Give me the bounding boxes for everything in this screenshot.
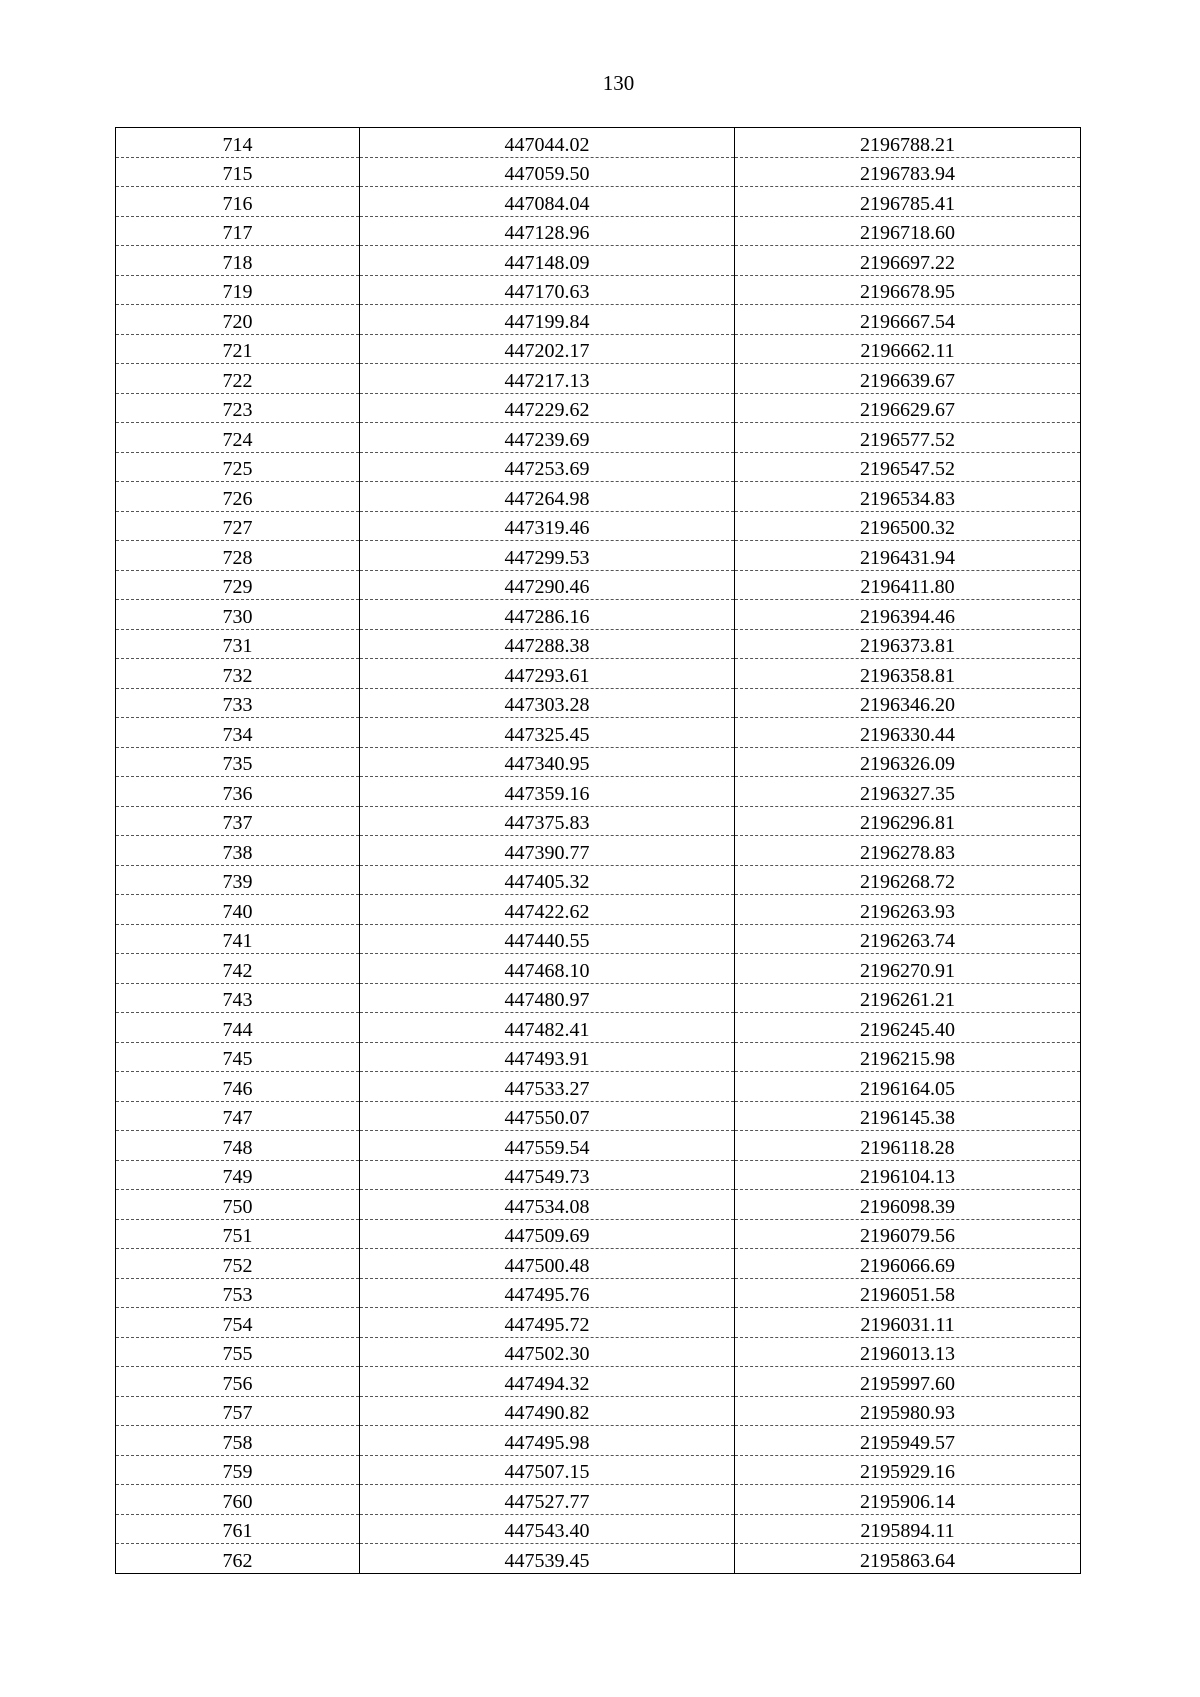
y-coordinate-cell: 2196164.05: [735, 1072, 1081, 1102]
point-number-cell: 762: [116, 1544, 360, 1574]
y-coordinate-cell: 2195894.11: [735, 1514, 1081, 1544]
table-row: [116, 1337, 1081, 1367]
point-number-cell: 726: [116, 482, 360, 512]
y-coordinate-cell: 2196330.44: [735, 718, 1081, 748]
table-row: [116, 954, 1081, 984]
page-number: 130: [602, 71, 635, 95]
coordinates-table: [115, 127, 1081, 1574]
point-number-cell: 750: [116, 1190, 360, 1220]
point-number-cell: 731: [116, 629, 360, 659]
y-coordinate-cell: 2196547.52: [735, 452, 1081, 482]
x-coordinate-cell: 447288.38: [360, 629, 735, 659]
point-number-cell: 719: [116, 275, 360, 305]
y-coordinate-cell: 2196431.94: [735, 541, 1081, 571]
x-coordinate-cell: 447299.53: [360, 541, 735, 571]
y-coordinate-cell: 2196500.32: [735, 511, 1081, 541]
point-number-cell: 735: [116, 747, 360, 777]
table-row: [116, 1131, 1081, 1161]
x-coordinate-cell: 447375.83: [360, 806, 735, 836]
y-coordinate-cell: 2195929.16: [735, 1455, 1081, 1485]
table-row: [116, 1013, 1081, 1043]
y-coordinate-cell: 2195980.93: [735, 1396, 1081, 1426]
y-coordinate-cell: 2196577.52: [735, 423, 1081, 453]
x-coordinate-cell: 447539.45: [360, 1544, 735, 1574]
point-number-cell: 749: [116, 1160, 360, 1190]
point-number-cell: 716: [116, 187, 360, 217]
y-coordinate-cell: 2196245.40: [735, 1013, 1081, 1043]
x-coordinate-cell: 447482.41: [360, 1013, 735, 1043]
y-coordinate-cell: 2196629.67: [735, 393, 1081, 423]
table-row: [116, 777, 1081, 807]
y-coordinate-cell: 2196104.13: [735, 1160, 1081, 1190]
table-row: [116, 452, 1081, 482]
table-row: [116, 423, 1081, 453]
x-coordinate-cell: 447059.50: [360, 157, 735, 187]
point-number-cell: 729: [116, 570, 360, 600]
x-coordinate-cell: 447527.77: [360, 1485, 735, 1515]
x-coordinate-cell: 447148.09: [360, 246, 735, 276]
table-row: [116, 1072, 1081, 1102]
table-row: [116, 187, 1081, 217]
y-coordinate-cell: 2196678.95: [735, 275, 1081, 305]
x-coordinate-cell: 447550.07: [360, 1101, 735, 1131]
table-row: [116, 246, 1081, 276]
x-coordinate-cell: 447286.16: [360, 600, 735, 630]
y-coordinate-cell: 2196639.67: [735, 364, 1081, 394]
point-number-cell: 718: [116, 246, 360, 276]
point-number-cell: 761: [116, 1514, 360, 1544]
y-coordinate-cell: 2196662.11: [735, 334, 1081, 364]
table-row: [116, 1278, 1081, 1308]
table-row: [116, 1042, 1081, 1072]
table-row: [116, 747, 1081, 777]
table-row: [116, 600, 1081, 630]
table-row: [116, 1160, 1081, 1190]
x-coordinate-cell: 447084.04: [360, 187, 735, 217]
table-row: [116, 1396, 1081, 1426]
point-number-cell: 754: [116, 1308, 360, 1338]
y-coordinate-cell: 2196066.69: [735, 1249, 1081, 1279]
x-coordinate-cell: 447359.16: [360, 777, 735, 807]
x-coordinate-cell: 447390.77: [360, 836, 735, 866]
point-number-cell: 732: [116, 659, 360, 689]
y-coordinate-cell: 2195906.14: [735, 1485, 1081, 1515]
y-coordinate-cell: 2196667.54: [735, 305, 1081, 335]
x-coordinate-cell: 447253.69: [360, 452, 735, 482]
table-row: [116, 305, 1081, 335]
y-coordinate-cell: 2196358.81: [735, 659, 1081, 689]
point-number-cell: 753: [116, 1278, 360, 1308]
y-coordinate-cell: 2196263.93: [735, 895, 1081, 925]
table-row: [116, 1514, 1081, 1544]
y-coordinate-cell: 2195863.64: [735, 1544, 1081, 1574]
table-row: [116, 659, 1081, 689]
table-row: [116, 482, 1081, 512]
x-coordinate-cell: 447340.95: [360, 747, 735, 777]
table-row: [116, 865, 1081, 895]
table-row: [116, 1455, 1081, 1485]
y-coordinate-cell: 2196215.98: [735, 1042, 1081, 1072]
table-row: [116, 157, 1081, 187]
table-row: [116, 1426, 1081, 1456]
y-coordinate-cell: 2196079.56: [735, 1219, 1081, 1249]
point-number-cell: 734: [116, 718, 360, 748]
table-row: [116, 1367, 1081, 1397]
point-number-cell: 741: [116, 924, 360, 954]
point-number-cell: 744: [116, 1013, 360, 1043]
x-coordinate-cell: 447170.63: [360, 275, 735, 305]
point-number-cell: 745: [116, 1042, 360, 1072]
x-coordinate-cell: 447495.72: [360, 1308, 735, 1338]
point-number-cell: 723: [116, 393, 360, 423]
x-coordinate-cell: 447264.98: [360, 482, 735, 512]
y-coordinate-cell: 2196270.91: [735, 954, 1081, 984]
x-coordinate-cell: 447319.46: [360, 511, 735, 541]
table-row: [116, 1544, 1081, 1574]
y-coordinate-cell: 2196394.46: [735, 600, 1081, 630]
x-coordinate-cell: 447422.62: [360, 895, 735, 925]
x-coordinate-cell: 447500.48: [360, 1249, 735, 1279]
point-number-cell: 742: [116, 954, 360, 984]
coordinates-table-body: [116, 128, 1081, 1574]
x-coordinate-cell: 447509.69: [360, 1219, 735, 1249]
point-number-cell: 728: [116, 541, 360, 571]
table-row: [116, 806, 1081, 836]
point-number-cell: 715: [116, 157, 360, 187]
y-coordinate-cell: 2196697.22: [735, 246, 1081, 276]
table-row: [116, 895, 1081, 925]
x-coordinate-cell: 447480.97: [360, 983, 735, 1013]
x-coordinate-cell: 447543.40: [360, 1514, 735, 1544]
y-coordinate-cell: 2196278.83: [735, 836, 1081, 866]
table-row: [116, 836, 1081, 866]
point-number-cell: 737: [116, 806, 360, 836]
x-coordinate-cell: 447199.84: [360, 305, 735, 335]
point-number-cell: 758: [116, 1426, 360, 1456]
point-number-cell: 722: [116, 364, 360, 394]
x-coordinate-cell: 447239.69: [360, 423, 735, 453]
x-coordinate-cell: 447303.28: [360, 688, 735, 718]
table-row: [116, 393, 1081, 423]
point-number-cell: 751: [116, 1219, 360, 1249]
y-coordinate-cell: 2196373.81: [735, 629, 1081, 659]
table-row: [116, 983, 1081, 1013]
x-coordinate-cell: 447490.82: [360, 1396, 735, 1426]
table-row: [116, 334, 1081, 364]
y-coordinate-cell: 2196118.28: [735, 1131, 1081, 1161]
point-number-cell: 756: [116, 1367, 360, 1397]
x-coordinate-cell: 447290.46: [360, 570, 735, 600]
x-coordinate-cell: 447533.27: [360, 1072, 735, 1102]
y-coordinate-cell: 2196296.81: [735, 806, 1081, 836]
y-coordinate-cell: 2196534.83: [735, 482, 1081, 512]
point-number-cell: 727: [116, 511, 360, 541]
x-coordinate-cell: 447495.76: [360, 1278, 735, 1308]
table-row: [116, 570, 1081, 600]
x-coordinate-cell: 447440.55: [360, 924, 735, 954]
table-row: [116, 216, 1081, 246]
x-coordinate-cell: 447044.02: [360, 128, 735, 158]
y-coordinate-cell: 2196268.72: [735, 865, 1081, 895]
point-number-cell: 730: [116, 600, 360, 630]
point-number-cell: 736: [116, 777, 360, 807]
y-coordinate-cell: 2196718.60: [735, 216, 1081, 246]
point-number-cell: 733: [116, 688, 360, 718]
table-row: [116, 364, 1081, 394]
y-coordinate-cell: 2196013.13: [735, 1337, 1081, 1367]
y-coordinate-cell: 2196326.09: [735, 747, 1081, 777]
y-coordinate-cell: 2196098.39: [735, 1190, 1081, 1220]
x-coordinate-cell: 447229.62: [360, 393, 735, 423]
point-number-cell: 721: [116, 334, 360, 364]
point-number-cell: 740: [116, 895, 360, 925]
point-number-cell: 748: [116, 1131, 360, 1161]
table-row: [116, 1485, 1081, 1515]
table-row: [116, 1190, 1081, 1220]
y-coordinate-cell: 2196261.21: [735, 983, 1081, 1013]
y-coordinate-cell: 2196788.21: [735, 128, 1081, 158]
y-coordinate-cell: 2196051.58: [735, 1278, 1081, 1308]
point-number-cell: 755: [116, 1337, 360, 1367]
x-coordinate-cell: 447128.96: [360, 216, 735, 246]
x-coordinate-cell: 447559.54: [360, 1131, 735, 1161]
point-number-cell: 759: [116, 1455, 360, 1485]
y-coordinate-cell: 2196785.41: [735, 187, 1081, 217]
point-number-cell: 739: [116, 865, 360, 895]
x-coordinate-cell: 447493.91: [360, 1042, 735, 1072]
x-coordinate-cell: 447502.30: [360, 1337, 735, 1367]
y-coordinate-cell: 2195997.60: [735, 1367, 1081, 1397]
point-number-cell: 717: [116, 216, 360, 246]
point-number-cell: 714: [116, 128, 360, 158]
y-coordinate-cell: 2195949.57: [735, 1426, 1081, 1456]
x-coordinate-cell: 447405.32: [360, 865, 735, 895]
x-coordinate-cell: 447468.10: [360, 954, 735, 984]
y-coordinate-cell: 2196145.38: [735, 1101, 1081, 1131]
y-coordinate-cell: 2196327.35: [735, 777, 1081, 807]
point-number-cell: 752: [116, 1249, 360, 1279]
point-number-cell: 747: [116, 1101, 360, 1131]
table-row: [116, 275, 1081, 305]
x-coordinate-cell: 447202.17: [360, 334, 735, 364]
y-coordinate-cell: 2196411.80: [735, 570, 1081, 600]
table-row: [116, 629, 1081, 659]
table-row: [116, 1308, 1081, 1338]
y-coordinate-cell: 2196783.94: [735, 157, 1081, 187]
x-coordinate-cell: 447534.08: [360, 1190, 735, 1220]
table-row: [116, 924, 1081, 954]
point-number-cell: 757: [116, 1396, 360, 1426]
x-coordinate-cell: 447507.15: [360, 1455, 735, 1485]
point-number-cell: 725: [116, 452, 360, 482]
table-row: [116, 1249, 1081, 1279]
y-coordinate-cell: 2196346.20: [735, 688, 1081, 718]
table-row: [116, 1219, 1081, 1249]
table-row: [116, 511, 1081, 541]
table-row: [116, 128, 1081, 158]
table-row: [116, 718, 1081, 748]
table-row: [116, 688, 1081, 718]
point-number-cell: 720: [116, 305, 360, 335]
point-number-cell: 743: [116, 983, 360, 1013]
point-number-cell: 738: [116, 836, 360, 866]
table-row: [116, 1101, 1081, 1131]
x-coordinate-cell: 447494.32: [360, 1367, 735, 1397]
point-number-cell: 760: [116, 1485, 360, 1515]
x-coordinate-cell: 447549.73: [360, 1160, 735, 1190]
table-row: [116, 541, 1081, 571]
point-number-cell: 746: [116, 1072, 360, 1102]
x-coordinate-cell: 447325.45: [360, 718, 735, 748]
x-coordinate-cell: 447293.61: [360, 659, 735, 689]
y-coordinate-cell: 2196263.74: [735, 924, 1081, 954]
x-coordinate-cell: 447495.98: [360, 1426, 735, 1456]
x-coordinate-cell: 447217.13: [360, 364, 735, 394]
y-coordinate-cell: 2196031.11: [735, 1308, 1081, 1338]
point-number-cell: 724: [116, 423, 360, 453]
